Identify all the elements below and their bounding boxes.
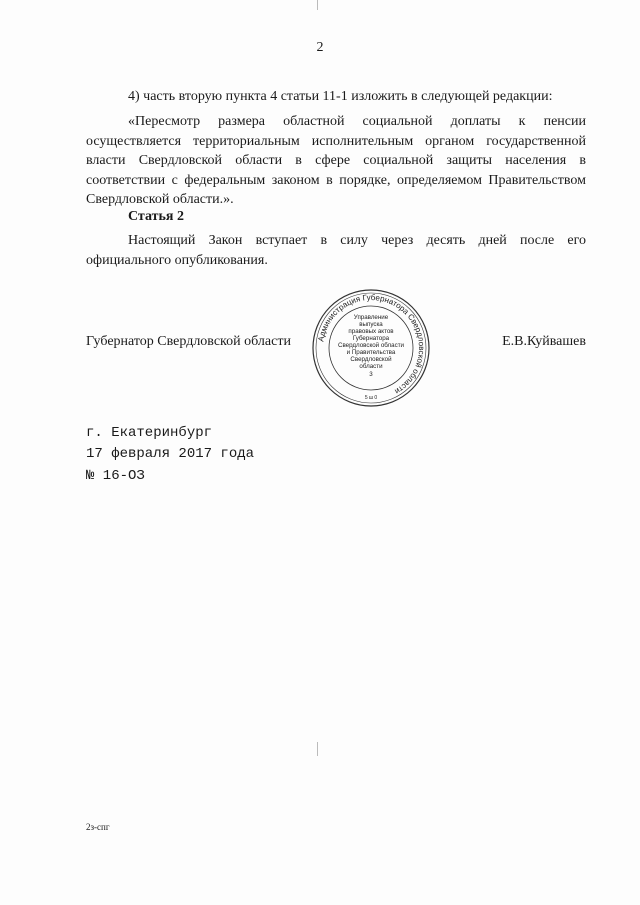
entry-into-force-paragraph: Настоящий Закон вступает в силу через десять дней после его официального опубликования. (86, 233, 586, 268)
signatory-title: Губернатор Свердловской области (86, 334, 291, 349)
official-seal-stamp (296, 283, 446, 413)
seal-line: Губернатора (352, 335, 390, 342)
article-heading: Статья 2 (128, 209, 184, 224)
page-number: 2 (316, 40, 324, 55)
amendment-paragraph: 4) часть вторую пункта 4 статьи 11-1 изложить в следующей редакции: (128, 89, 553, 104)
signatory-name: Е.В.Куйвашев (502, 334, 586, 349)
footer-code: 2з-спг (86, 822, 110, 832)
seal-number: 3 (369, 371, 373, 378)
seal-line: правовых актов (348, 328, 394, 335)
signing-date: 17 февраля 2017 года (86, 446, 255, 462)
scan-edge-mark (317, 0, 318, 10)
seal-line: области (359, 363, 383, 370)
quoted-amendment-text: «Пересмотр размера областной социальной доплаты к пенсии осуществляется территориальным исполнительным органом государственной власти Свердловской области в сфере социальной защиты населения в соответствии с федеральным законом в порядке, определяемом Правительством Свердловской области.». (86, 114, 586, 207)
law-number: № 16-ОЗ (86, 468, 145, 484)
seal-line: выпуска (359, 321, 383, 328)
seal-line: Управление (353, 314, 389, 321)
scan-edge-mark (317, 742, 318, 756)
seal-line: Свердловской (350, 356, 392, 363)
seal-line: Свердловской области (337, 342, 405, 349)
place-of-signing: г. Екатеринбург (86, 425, 213, 441)
seal-bottom-mark: 5 ш 0 (364, 395, 378, 401)
seal-outer-text: Администрация Губернатора Свердловской области (316, 292, 427, 397)
seal-line: и Правительства (346, 349, 396, 356)
